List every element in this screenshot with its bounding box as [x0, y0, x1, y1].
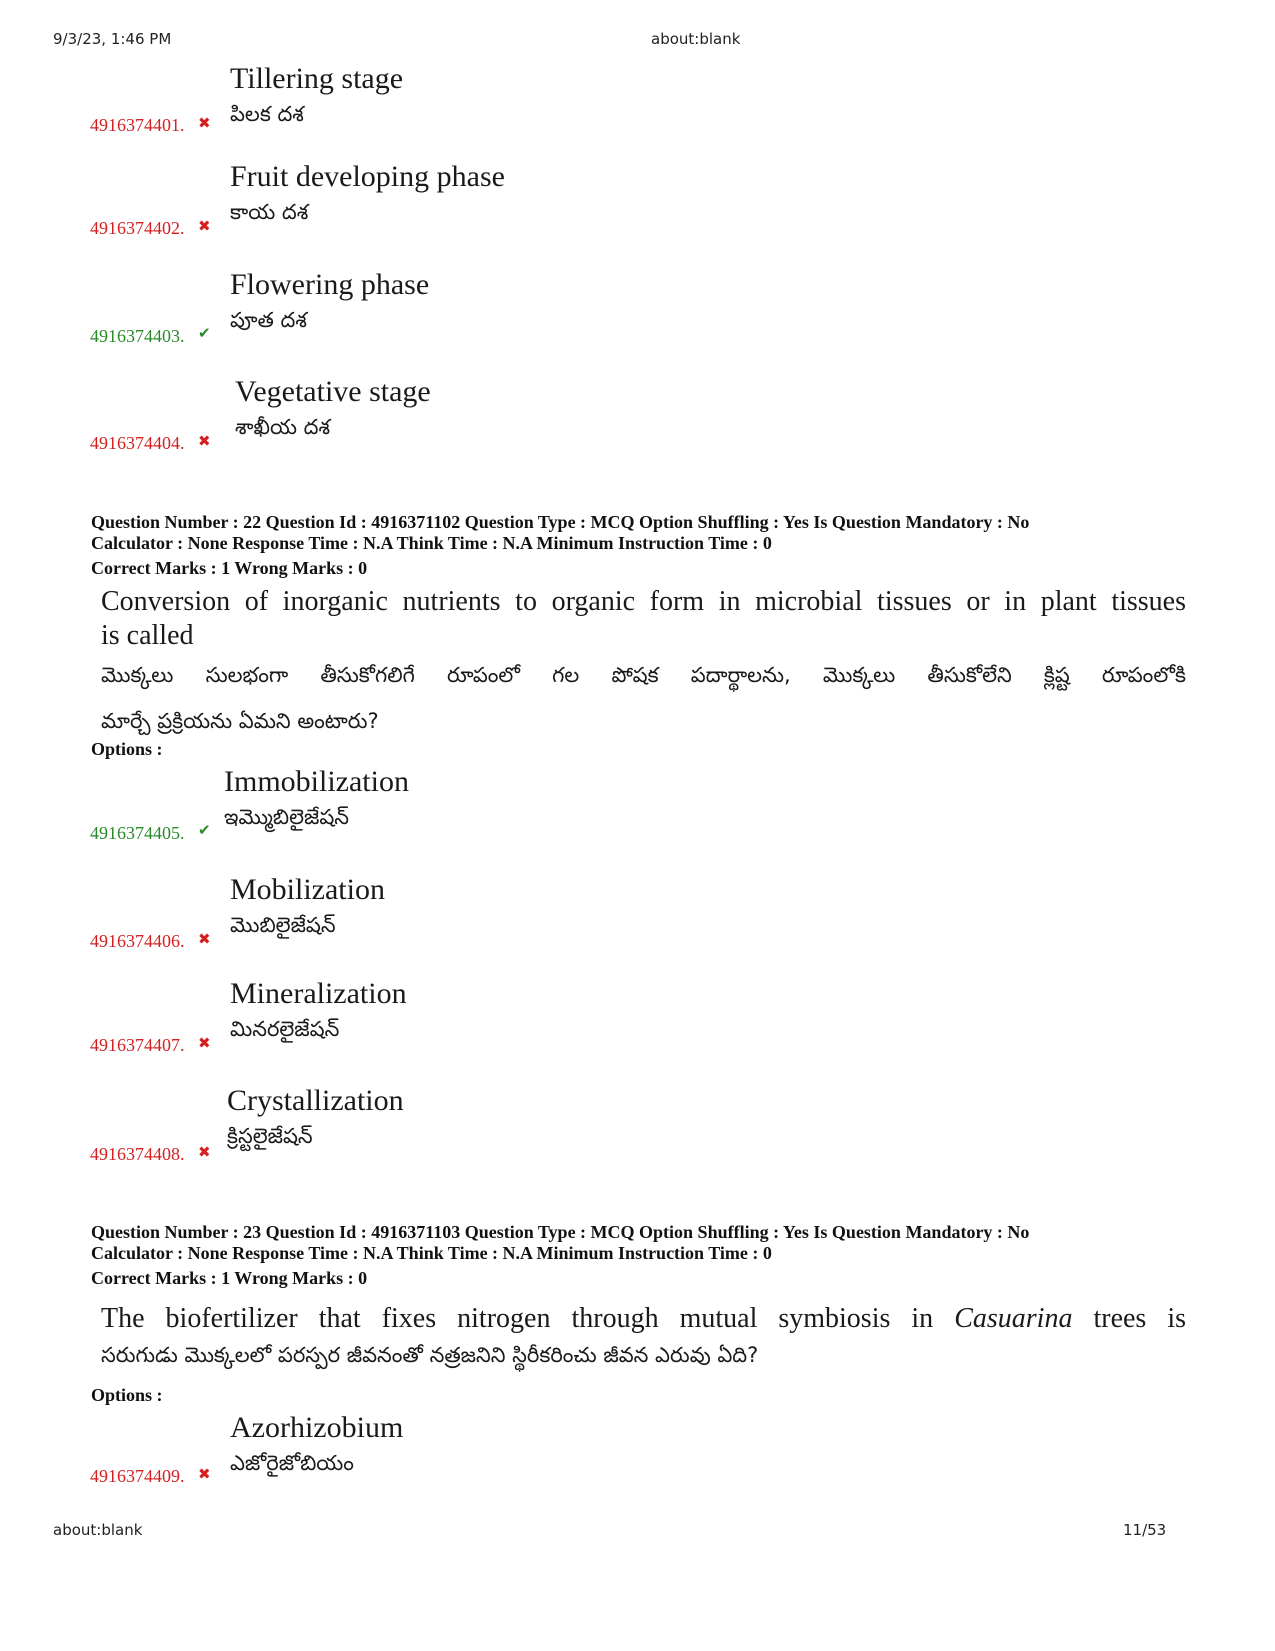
- option-text-te: ఎజోరైజోబియం: [230, 1451, 354, 1475]
- option-text-en: Mobilization: [230, 873, 385, 906]
- option-id: 4916374402.: [90, 218, 185, 238]
- question-text-part: trees is: [1093, 1303, 1187, 1334]
- option-id: 4916374406.: [90, 931, 185, 951]
- print-title: about:blank: [651, 30, 741, 48]
- option-text-te: ఇమ్మొబిలైజేషన్: [224, 805, 350, 829]
- question-text-line: is called: [101, 620, 194, 651]
- option-text-te: పూత దశ: [230, 308, 307, 332]
- question-22-text-te: [101, 652, 1186, 744]
- cross-icon: ✖: [198, 1143, 211, 1161]
- question-23-meta: [91, 1222, 1029, 1264]
- option-id: 4916374407.: [90, 1035, 185, 1055]
- cross-icon: ✖: [198, 217, 211, 235]
- option-id: 4916374404.: [90, 433, 185, 453]
- question-22-marks: Correct Marks : 1 Wrong Marks : 0: [91, 558, 368, 578]
- question-text-line: మార్చే ప్రక్రియను ఏమని అంటారు?: [101, 709, 379, 733]
- option-id: 4916374401.: [90, 115, 185, 135]
- option-id: 4916374409.: [90, 1466, 185, 1486]
- option-text-en: Tillering stage: [230, 62, 404, 95]
- print-datetime: 9/3/23, 1:46 PM: [53, 30, 172, 48]
- cross-icon: ✖: [198, 1034, 211, 1052]
- print-page-number: 11/53: [1123, 1521, 1167, 1539]
- cross-icon: ✖: [198, 930, 211, 948]
- option-id: 4916374403.: [90, 326, 185, 346]
- cross-icon: ✖: [198, 114, 211, 132]
- option-text-en: Fruit developing phase: [230, 160, 505, 193]
- question-meta-line: Question Number : 22 Question Id : 4916371102 Question Type : MCQ Option Shuffling : Yes Is Question Mandatory : No: [91, 512, 1030, 532]
- option-id: 4916374405.: [90, 823, 185, 843]
- option-text-te: శాఖీయ దశ: [235, 415, 331, 439]
- question-text-italic: Casuarina: [954, 1303, 1073, 1334]
- question-text-part: The biofertilizer that fixes nitrogen through mutual symbiosis in: [101, 1303, 934, 1334]
- check-icon: ✔: [198, 324, 211, 342]
- question-text-line: మొక్కలు సులభంగా తీసుకోగలిగే రూపంలో గల పోషక పదార్థాలను, మొక్కలు తీసుకోలేని క్లిష్ట రూపంలోకి: [101, 663, 1186, 687]
- question-meta-line: Calculator : None Response Time : N.A Think Time : N.A Minimum Instruction Time : 0: [91, 1243, 772, 1263]
- question-22-meta: [91, 512, 1029, 554]
- question-text-line: Conversion of inorganic nutrients to organic form in microbial tissues or in plant tissues: [101, 586, 1186, 617]
- option-text-te: క్రిస్టలైజేషన్: [227, 1124, 313, 1148]
- option-text-en: Immobilization: [224, 765, 409, 798]
- option-id: 4916374408.: [90, 1144, 185, 1164]
- option-text-te: మొబిలైజేషన్: [230, 913, 336, 937]
- question-meta-line: Question Number : 23 Question Id : 4916371103 Question Type : MCQ Option Shuffling : Yes Is Question Mandatory : No: [91, 1222, 1030, 1242]
- options-label: Options :: [91, 739, 163, 759]
- option-text-te: మినరలైజేషన్: [230, 1017, 340, 1041]
- option-text-en: Crystallization: [227, 1084, 404, 1117]
- options-label: Options :: [91, 1385, 163, 1405]
- cross-icon: ✖: [198, 432, 211, 450]
- check-icon: ✔: [198, 821, 211, 839]
- question-23-text-en: [101, 1302, 1186, 1336]
- question-23-text-te: సరుగుడు మొక్కలలో పరస్పర జీవనంతో నత్రజనిని స్థిరీకరించు జీవన ఎరువు ఏది?: [101, 1343, 759, 1367]
- option-text-en: Azorhizobium: [230, 1411, 404, 1444]
- cross-icon: ✖: [198, 1465, 211, 1483]
- question-meta-line: Calculator : None Response Time : N.A Think Time : N.A Minimum Instruction Time : 0: [91, 533, 772, 553]
- option-text-en: Flowering phase: [230, 268, 430, 301]
- option-text-te: పిలక దశ: [230, 102, 304, 126]
- option-text-en: Mineralization: [230, 977, 407, 1010]
- option-text-en: Vegetative stage: [235, 375, 431, 408]
- question-22-text-en: [101, 585, 1186, 653]
- question-23-marks: Correct Marks : 1 Wrong Marks : 0: [91, 1268, 368, 1288]
- option-text-te: కాయ దశ: [230, 200, 309, 224]
- print-footer-url: about:blank: [53, 1521, 143, 1539]
